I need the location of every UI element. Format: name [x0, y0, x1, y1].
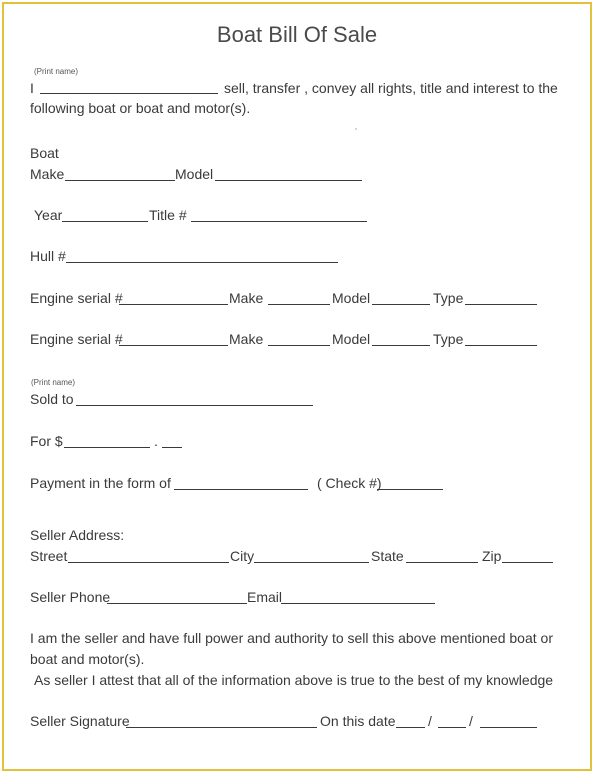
seller-name-field[interactable]: [40, 93, 218, 94]
seller-signature-field[interactable]: [126, 727, 317, 728]
payment-label: Payment in the form of: [30, 475, 171, 491]
boat-heading: Boat: [30, 145, 59, 161]
year-field[interactable]: [62, 221, 148, 222]
year-label: Year: [34, 207, 63, 223]
seller-address-label: Seller Address:: [30, 527, 125, 543]
date-month-field[interactable]: [396, 727, 425, 728]
engine1-type-label: Type: [433, 290, 464, 306]
boat-make-field[interactable]: [65, 180, 175, 181]
hull-field[interactable]: [66, 262, 338, 263]
engine2-model-field[interactable]: [372, 345, 430, 346]
price-decimal-point: .: [154, 433, 158, 449]
boat-model-field[interactable]: [215, 180, 362, 181]
seller-statement-line2: boat and motor(s).: [30, 651, 145, 667]
document-title: Boat Bill Of Sale: [216, 22, 378, 47]
price-cents-field[interactable]: [162, 447, 182, 448]
engine2-serial-field[interactable]: [119, 345, 228, 346]
intro-prefix: I: [30, 80, 34, 96]
payment-form-field[interactable]: [174, 489, 308, 490]
scan-speck: [355, 128, 357, 130]
sold-to-label: Sold to: [30, 391, 74, 407]
engine2-make-label: Make: [229, 331, 264, 347]
email-label: Email: [247, 589, 283, 605]
price-dollars-field[interactable]: [64, 447, 150, 448]
title-number-field[interactable]: [191, 221, 367, 222]
date-separator-2: /: [469, 713, 473, 729]
city-label: City: [230, 548, 255, 564]
email-field[interactable]: [281, 603, 435, 604]
engine2-make-field[interactable]: [268, 345, 330, 346]
state-field[interactable]: [406, 562, 478, 563]
seller-statement: I am the seller and have full power and authority to sell this above mentioned boat or: [30, 630, 553, 646]
engine2-serial-label: Engine serial #: [30, 331, 123, 347]
price-label: For $: [30, 433, 63, 449]
engine2-type-field[interactable]: [465, 345, 537, 346]
buyer-print-name-hint: (Print name): [31, 378, 76, 387]
date-label: On this date: [320, 713, 396, 729]
check-number-label: ( Check #): [317, 475, 382, 491]
zip-label: Zip: [482, 548, 502, 564]
engine1-make-field[interactable]: [268, 304, 330, 305]
seller-phone-label: Seller Phone: [30, 589, 111, 605]
title-number-label: Title #: [149, 207, 187, 223]
boat-model-label: Model: [175, 166, 214, 182]
engine1-make-label: Make: [229, 290, 264, 306]
city-field[interactable]: [254, 562, 369, 563]
engine2-type-label: Type: [433, 331, 464, 347]
seller-phone-field[interactable]: [107, 603, 247, 604]
date-day-field[interactable]: [438, 727, 466, 728]
engine1-serial-field[interactable]: [119, 304, 228, 305]
engine1-model-label: Model: [332, 290, 371, 306]
engine1-serial-label: Engine serial #: [30, 290, 123, 306]
hull-label: Hull #: [30, 248, 66, 264]
seller-attestation: As seller I attest that all of the information above is true to the best of my knowledge: [34, 672, 554, 688]
state-label: State: [371, 548, 404, 564]
buyer-name-field[interactable]: [76, 405, 313, 406]
zip-field[interactable]: [502, 562, 553, 563]
intro-text: sell, transfer , convey all rights, title and interest to the: [224, 80, 558, 96]
engine2-model-label: Model: [332, 331, 371, 347]
seller-signature-label: Seller Signature: [30, 713, 130, 729]
street-field[interactable]: [68, 562, 229, 563]
engine1-type-field[interactable]: [465, 304, 537, 305]
intro-text-line2: following boat or boat and motor(s).: [30, 100, 251, 116]
street-label: Street: [30, 548, 68, 564]
check-number-field[interactable]: [377, 489, 443, 490]
boat-make-label: Make: [30, 166, 65, 182]
date-separator-1: /: [428, 713, 432, 729]
print-name-hint: (Print name): [34, 67, 79, 76]
date-year-field[interactable]: [480, 727, 537, 728]
engine1-model-field[interactable]: [372, 304, 430, 305]
